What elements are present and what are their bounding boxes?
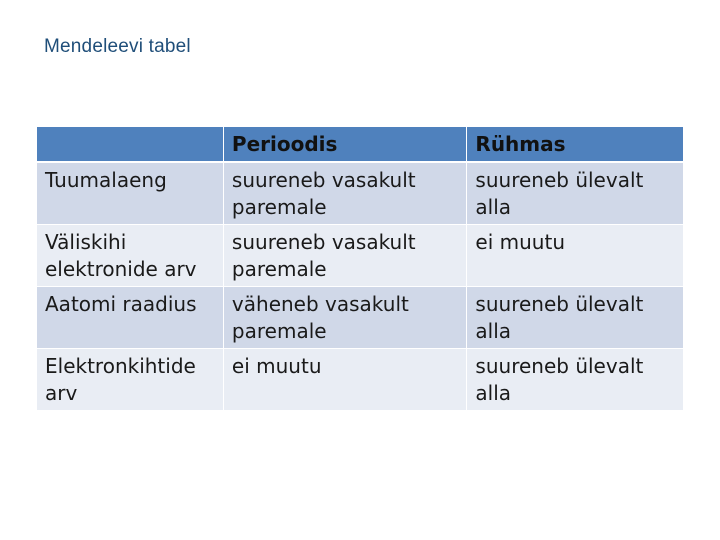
group-cell: suureneb ülevalt alla	[467, 349, 684, 411]
table-row	[37, 349, 684, 411]
row-label: Tuumalaeng	[37, 162, 224, 225]
comparison-table	[36, 126, 684, 411]
group-cell: suureneb ülevalt alla	[467, 162, 684, 225]
group-cell: ei muutu	[467, 225, 684, 287]
table-row	[37, 287, 684, 349]
period-cell: suureneb vasakult paremale	[223, 225, 467, 287]
header-ruhmas: Rühmas	[467, 127, 684, 163]
row-label: Elektronkihtide arv	[37, 349, 224, 411]
table-row	[37, 162, 684, 225]
table-row	[37, 225, 684, 287]
period-cell: ei muutu	[223, 349, 467, 411]
period-cell: väheneb vasakult paremale	[223, 287, 467, 349]
header-perioodis: Perioodis	[223, 127, 467, 163]
period-cell: suureneb vasakult paremale	[223, 162, 467, 225]
group-cell: suureneb ülevalt alla	[467, 287, 684, 349]
header-empty-cell	[37, 127, 224, 163]
table-header-row	[37, 127, 684, 163]
row-label: Aatomi raadius	[37, 287, 224, 349]
slide-title: Mendeleevi tabel	[44, 36, 191, 57]
row-label: Väliskihi elektronide arv	[37, 225, 224, 287]
